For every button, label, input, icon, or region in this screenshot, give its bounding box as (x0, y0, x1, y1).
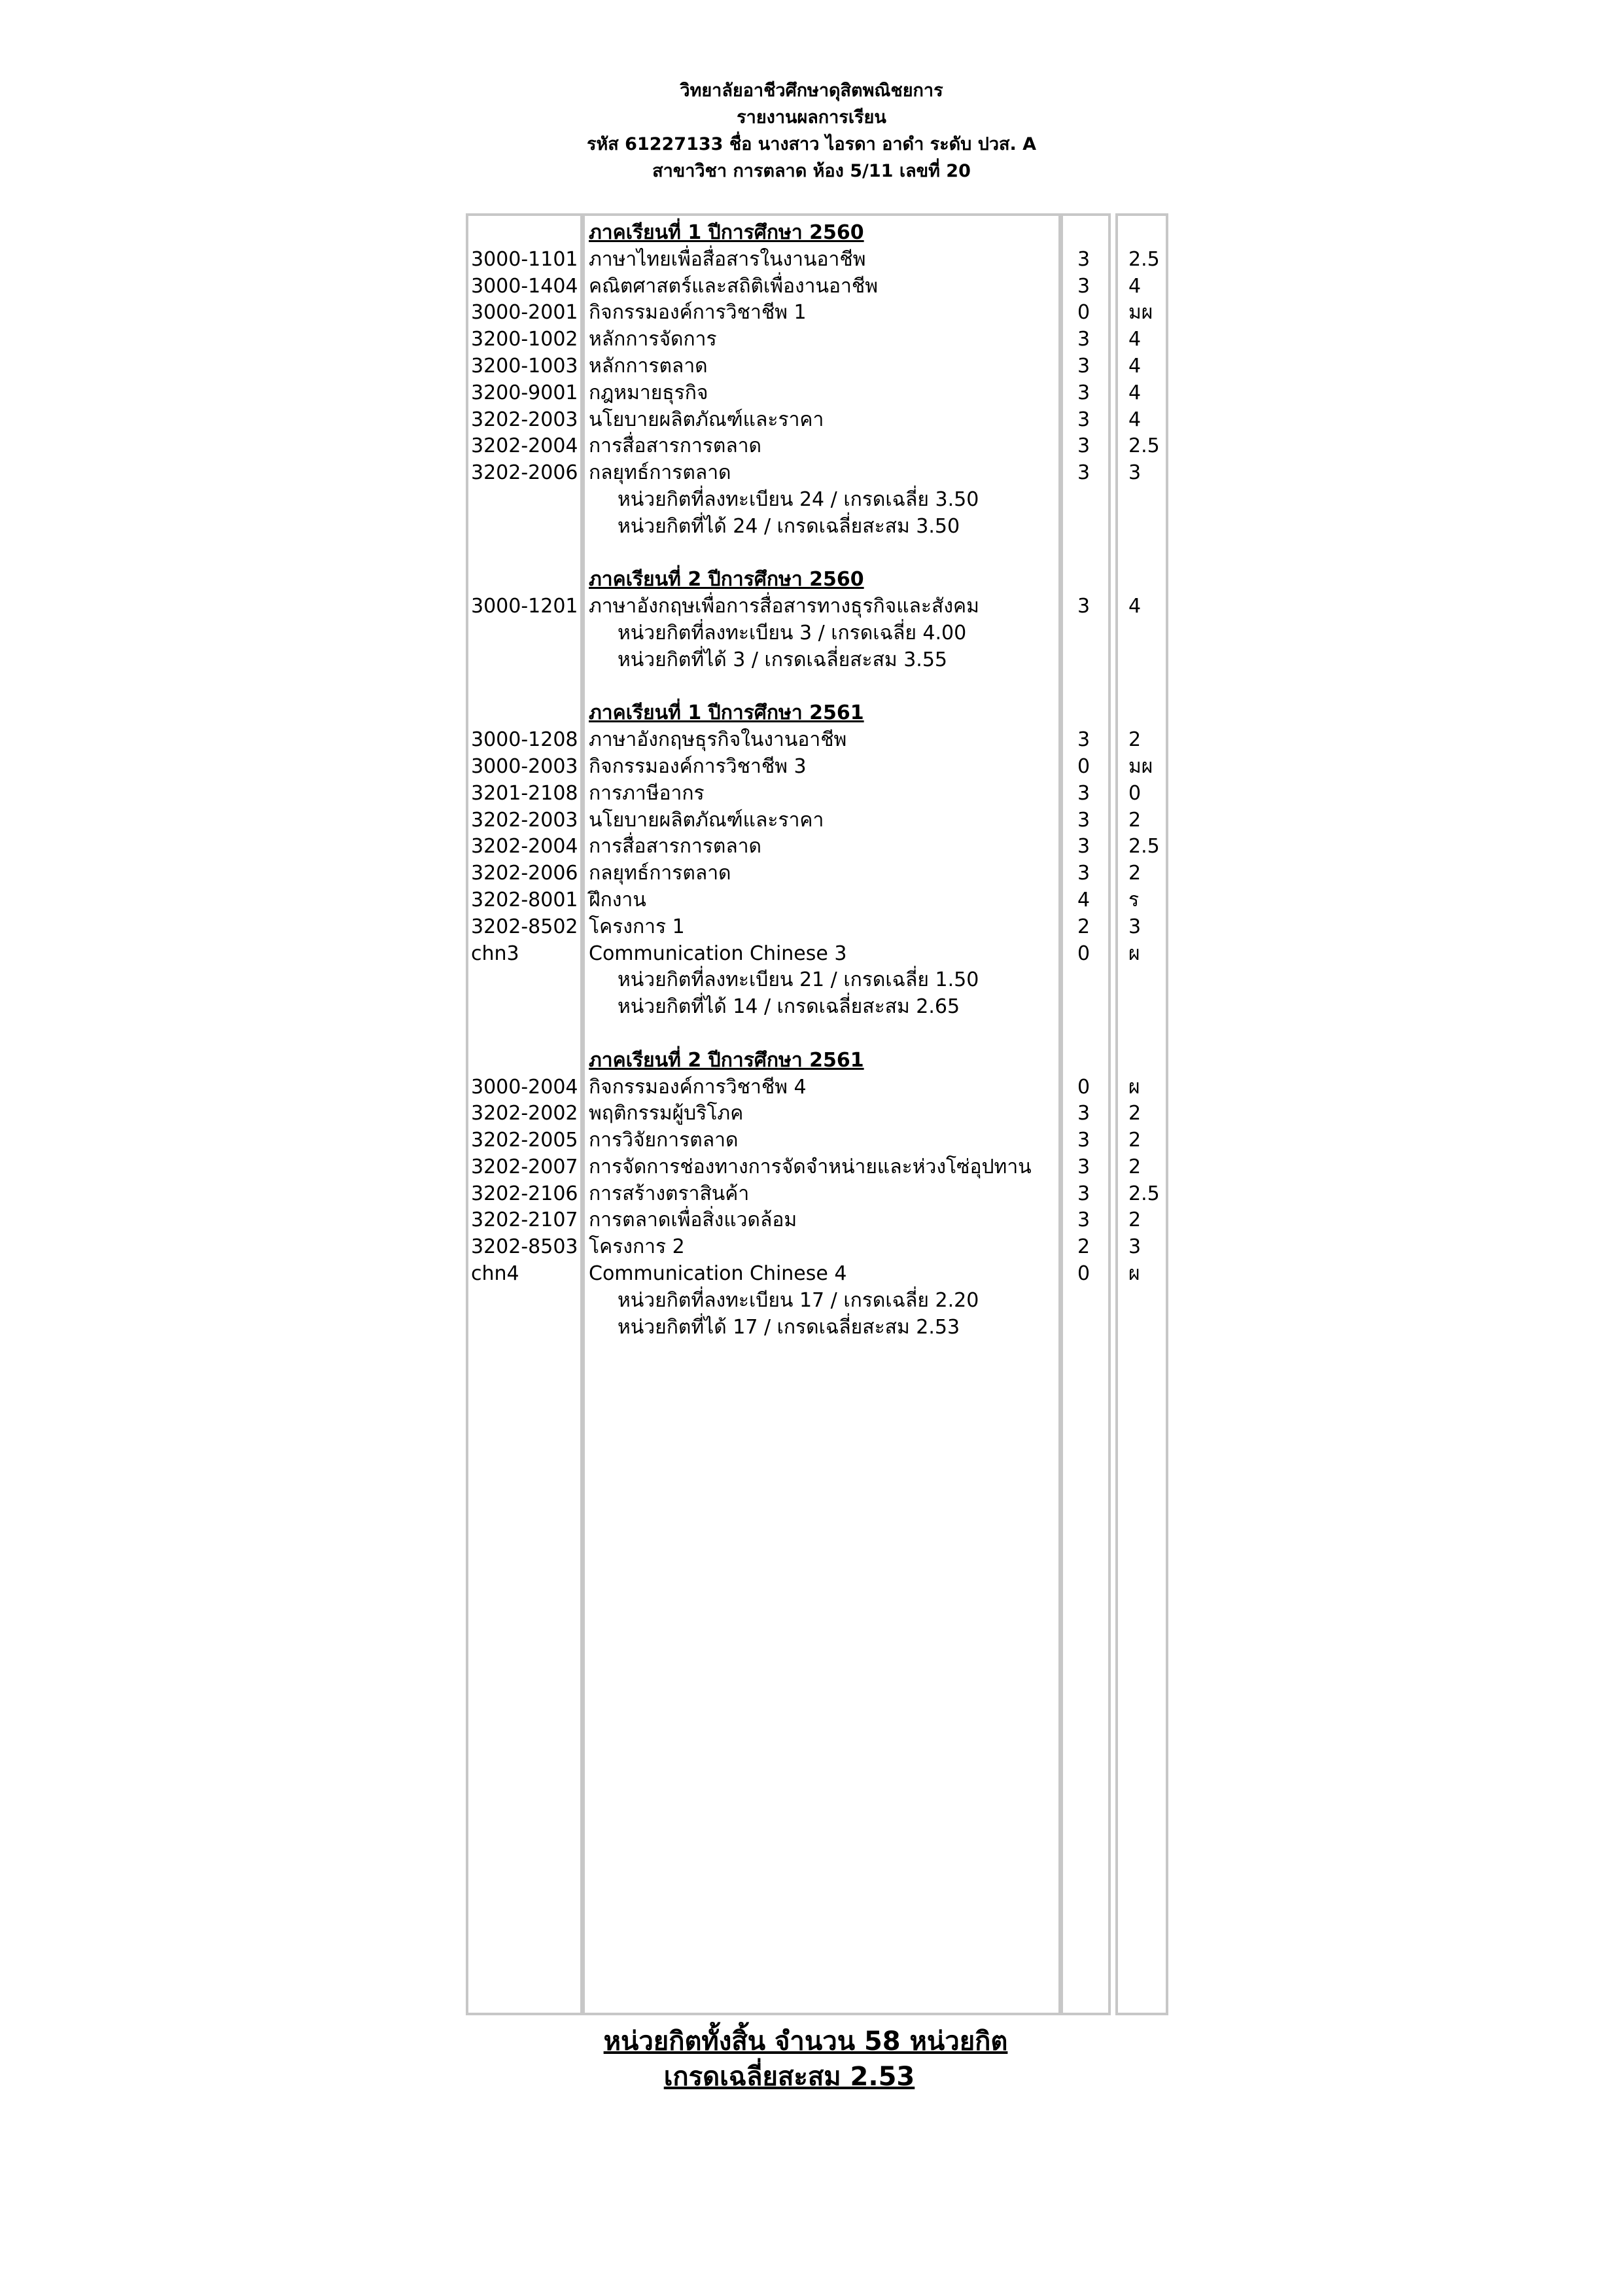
course-credit: 3 (1077, 1102, 1091, 1125)
course-grade: 2 (1128, 1155, 1142, 1178)
course-name: การสื่อสารการตลาด (589, 434, 762, 458)
course-row (466, 1074, 1168, 1101)
semester-heading-row (466, 1048, 1168, 1074)
course-grade: 2 (1128, 1209, 1142, 1232)
semester-summary-row (466, 487, 1168, 514)
course-credit: 3 (1077, 1209, 1091, 1232)
semester-summary-row (466, 514, 1168, 540)
course-name: โครงการ 1 (589, 915, 685, 938)
course-credit: 0 (1077, 301, 1091, 325)
transcript-header (0, 77, 1623, 185)
course-row (466, 727, 1168, 754)
course-grade: 2 (1128, 1129, 1142, 1152)
course-grade: ผ (1128, 1075, 1140, 1099)
course-code: 3202-8503 (471, 1235, 578, 1259)
course-name: กลยุทธ์การตลาด (589, 461, 731, 485)
report-title: รายงานผลการเรียน (737, 107, 886, 128)
course-row (466, 433, 1168, 460)
course-grade: 3 (1128, 915, 1142, 938)
semester-registered-summary: หน่วยกิตที่ลงทะเบียน 17 / เกรดเฉลี่ย 2.20 (618, 1288, 979, 1312)
course-code: 3202-2007 (471, 1155, 578, 1178)
transcript-rows (466, 220, 1168, 1341)
course-code: 3202-2006 (471, 862, 578, 885)
course-row (466, 274, 1168, 300)
course-grade: 4 (1128, 595, 1142, 618)
course-code: 3202-2106 (471, 1182, 578, 1205)
course-row (466, 380, 1168, 407)
total-credits: หน่วยกิตทั้งสิ้น จำนวน 58 หน่วยกิต (603, 2026, 1008, 2057)
course-credit: 3 (1077, 808, 1091, 832)
course-name: หลักการตลาด (589, 354, 708, 378)
course-row (466, 887, 1168, 914)
cumulative-gpa: เกรดเฉลี่ยสะสม 2.53 (663, 2062, 915, 2092)
course-grade: 2.5 (1128, 1182, 1160, 1205)
semester-registered-summary: หน่วยกิตที่ลงทะเบียน 24 / เกรดเฉลี่ย 3.50 (618, 487, 979, 511)
course-grade: 2.5 (1128, 835, 1160, 858)
course-name: โครงการ 2 (589, 1235, 685, 1259)
course-grade: 0 (1128, 781, 1142, 805)
course-row (466, 247, 1168, 274)
course-grade: 4 (1128, 354, 1142, 378)
course-credit: 3 (1077, 862, 1091, 885)
course-row (466, 300, 1168, 327)
course-name: การภาษีอากร (589, 781, 705, 805)
course-grade: ร (1128, 888, 1140, 911)
course-credit: 3 (1077, 434, 1091, 458)
course-grade: 4 (1128, 274, 1142, 298)
semester-registered-summary: หน่วยกิตที่ลงทะเบียน 21 / เกรดเฉลี่ย 1.50 (618, 968, 979, 992)
course-grade: ผ (1128, 942, 1140, 965)
college-name: วิทยาลัยอาชีวศึกษาดุสิตพณิชยการ (680, 80, 943, 101)
course-code: 3202-2005 (471, 1129, 578, 1152)
course-credit: 3 (1077, 328, 1091, 351)
course-code: chn3 (471, 942, 519, 965)
course-credit: 3 (1077, 835, 1091, 858)
course-code: 3000-1404 (471, 274, 578, 298)
course-row (466, 407, 1168, 434)
semester-summary-row (466, 620, 1168, 647)
student-info: รหัส 61227133 ชื่อ นางสาว ไอรดา อาดำ ระดับ ปวส. A (586, 134, 1037, 154)
course-name: ภาษาไทยเพื่อสื่อสารในงานอาชีพ (589, 247, 866, 271)
course-credit: 0 (1077, 754, 1091, 778)
semester-earned-summary: หน่วยกิตที่ได้ 24 / เกรดเฉลี่ยสะสม 3.50 (618, 514, 960, 538)
course-row (466, 593, 1168, 620)
course-grade: 2.5 (1128, 434, 1160, 458)
course-row (466, 754, 1168, 781)
course-name: ภาษาอังกฤษเพื่อการสื่อสารทางธุรกิจและสังคม (589, 595, 979, 618)
course-code: 3000-1101 (471, 247, 578, 271)
spacer-row (466, 674, 1168, 701)
semester-title: ภาคเรียนที่ 2 ปีการศึกษา 2560 (589, 568, 864, 592)
semester-summary-row (466, 1288, 1168, 1315)
course-code: 3202-2006 (471, 461, 578, 485)
course-name: กิจกรรมองค์การวิชาชีพ 3 (589, 754, 807, 778)
semester-heading-row (466, 700, 1168, 727)
semester-title: ภาคเรียนที่ 1 ปีการศึกษา 2561 (589, 701, 864, 725)
course-code: 3200-9001 (471, 381, 578, 404)
course-credit: 3 (1077, 1129, 1091, 1152)
course-grade: 2 (1128, 862, 1142, 885)
spacer-row (466, 540, 1168, 567)
course-credit: 3 (1077, 1182, 1091, 1205)
course-credit: 3 (1077, 461, 1091, 485)
spacer-row (466, 1021, 1168, 1048)
course-grade: 2 (1128, 808, 1142, 832)
course-grade: 3 (1128, 461, 1142, 485)
course-name: กลยุทธ์การตลาด (589, 862, 731, 885)
course-row (466, 941, 1168, 968)
course-row (466, 781, 1168, 807)
course-grade: 3 (1128, 1235, 1142, 1259)
course-code: 3000-1201 (471, 595, 578, 618)
course-grade: 4 (1128, 328, 1142, 351)
course-name: การวิจัยการตลาด (589, 1129, 739, 1152)
semester-heading-row (466, 220, 1168, 247)
course-code: 3000-2004 (471, 1075, 578, 1099)
course-credit: 3 (1077, 381, 1091, 404)
course-code: 3202-2003 (471, 808, 578, 832)
course-row (466, 1127, 1168, 1154)
course-credit: 0 (1077, 942, 1091, 965)
course-credit: 2 (1077, 1235, 1091, 1259)
course-code: chn4 (471, 1262, 519, 1286)
course-credit: 0 (1077, 1075, 1091, 1099)
course-credit: 3 (1077, 408, 1091, 431)
course-row (466, 353, 1168, 380)
course-name: กิจกรรมองค์การวิชาชีพ 4 (589, 1075, 807, 1099)
course-row (466, 860, 1168, 887)
course-grade: 4 (1128, 381, 1142, 404)
semester-summary-row (466, 647, 1168, 674)
course-name: กฎหมายธุรกิจ (589, 381, 708, 404)
course-name: การสื่อสารการตลาด (589, 835, 762, 858)
semester-registered-summary: หน่วยกิตที่ลงทะเบียน 3 / เกรดเฉลี่ย 4.00 (618, 621, 967, 645)
course-grade: ผ (1128, 1262, 1140, 1286)
course-code: 3000-2003 (471, 754, 578, 778)
course-row (466, 1181, 1168, 1208)
course-code: 3000-1208 (471, 728, 578, 752)
course-code: 3202-2003 (471, 408, 578, 431)
course-code: 3202-8001 (471, 888, 578, 911)
semester-earned-summary: หน่วยกิตที่ได้ 3 / เกรดเฉลี่ยสะสม 3.55 (618, 648, 948, 671)
course-name: หลักการจัดการ (589, 328, 717, 351)
course-credit: 4 (1077, 888, 1091, 911)
course-credit: 3 (1077, 781, 1091, 805)
course-credit: 3 (1077, 354, 1091, 378)
transcript-footer (0, 2024, 1623, 2094)
course-grade: มผ (1128, 754, 1153, 778)
course-row (466, 834, 1168, 860)
course-credit: 3 (1077, 728, 1091, 752)
course-name: การสร้างตราสินค้า (589, 1182, 750, 1205)
course-row (466, 1261, 1168, 1288)
semester-title: ภาคเรียนที่ 2 ปีการศึกษา 2561 (589, 1048, 864, 1072)
semester-title: ภาคเรียนที่ 1 ปีการศึกษา 2560 (589, 221, 864, 244)
course-row (466, 1234, 1168, 1261)
course-code: 3202-2004 (471, 835, 578, 858)
course-name: การตลาดเพื่อสิ่งแวดล้อม (589, 1209, 797, 1232)
semester-earned-summary: หน่วยกิตที่ได้ 17 / เกรดเฉลี่ยสะสม 2.53 (618, 1315, 960, 1339)
course-name: คณิตศาสตร์และสถิติเพื่องานอาชีพ (589, 274, 879, 298)
course-credit: 3 (1077, 274, 1091, 298)
course-grade: 4 (1128, 408, 1142, 431)
course-name: นโยบายผลิตภัณฑ์และราคา (589, 408, 824, 431)
course-row (466, 460, 1168, 487)
course-code: 3202-8502 (471, 915, 578, 938)
course-grade: มผ (1128, 301, 1153, 325)
course-credit: 0 (1077, 1262, 1091, 1286)
program-info: สาขาวิชา การตลาด ห้อง 5/11 เลขที่ 20 (652, 161, 971, 181)
course-code: 3200-1002 (471, 328, 578, 351)
course-code: 3200-1003 (471, 354, 578, 378)
semester-heading-row (466, 567, 1168, 593)
course-row (466, 327, 1168, 353)
course-name: พฤติกรรมผู้บริโภค (589, 1102, 744, 1125)
semester-summary-row (466, 967, 1168, 994)
course-name: Communication Chinese 3 (589, 942, 847, 965)
course-code: 3202-2002 (471, 1102, 578, 1125)
course-name: กิจกรรมองค์การวิชาชีพ 1 (589, 301, 807, 325)
course-name: นโยบายผลิตภัณฑ์และราคา (589, 808, 824, 832)
semester-summary-row (466, 1315, 1168, 1341)
course-name: ฝึกงาน (589, 888, 646, 911)
course-row (466, 1154, 1168, 1181)
course-row (466, 1101, 1168, 1127)
course-code: 3000-2001 (471, 301, 578, 325)
course-name: Communication Chinese 4 (589, 1262, 847, 1286)
course-credit: 3 (1077, 595, 1091, 618)
course-code: 3202-2107 (471, 1209, 578, 1232)
semester-summary-row (466, 994, 1168, 1021)
semester-earned-summary: หน่วยกิตที่ได้ 14 / เกรดเฉลี่ยสะสม 2.65 (618, 995, 960, 1019)
course-grade: 2.5 (1128, 247, 1160, 271)
course-credit: 3 (1077, 247, 1091, 271)
course-row (466, 807, 1168, 834)
course-credit: 2 (1077, 915, 1091, 938)
course-grade: 2 (1128, 728, 1142, 752)
course-name: ภาษาอังกฤษธุรกิจในงานอาชีพ (589, 728, 847, 752)
course-credit: 3 (1077, 1155, 1091, 1178)
course-row (466, 1207, 1168, 1234)
course-row (466, 914, 1168, 941)
course-code: 3202-2004 (471, 434, 578, 458)
course-grade: 2 (1128, 1102, 1142, 1125)
course-code: 3201-2108 (471, 781, 578, 805)
course-name: การจัดการช่องทางการจัดจำหน่ายและห่วงโซ่อุปทาน (589, 1155, 1032, 1178)
